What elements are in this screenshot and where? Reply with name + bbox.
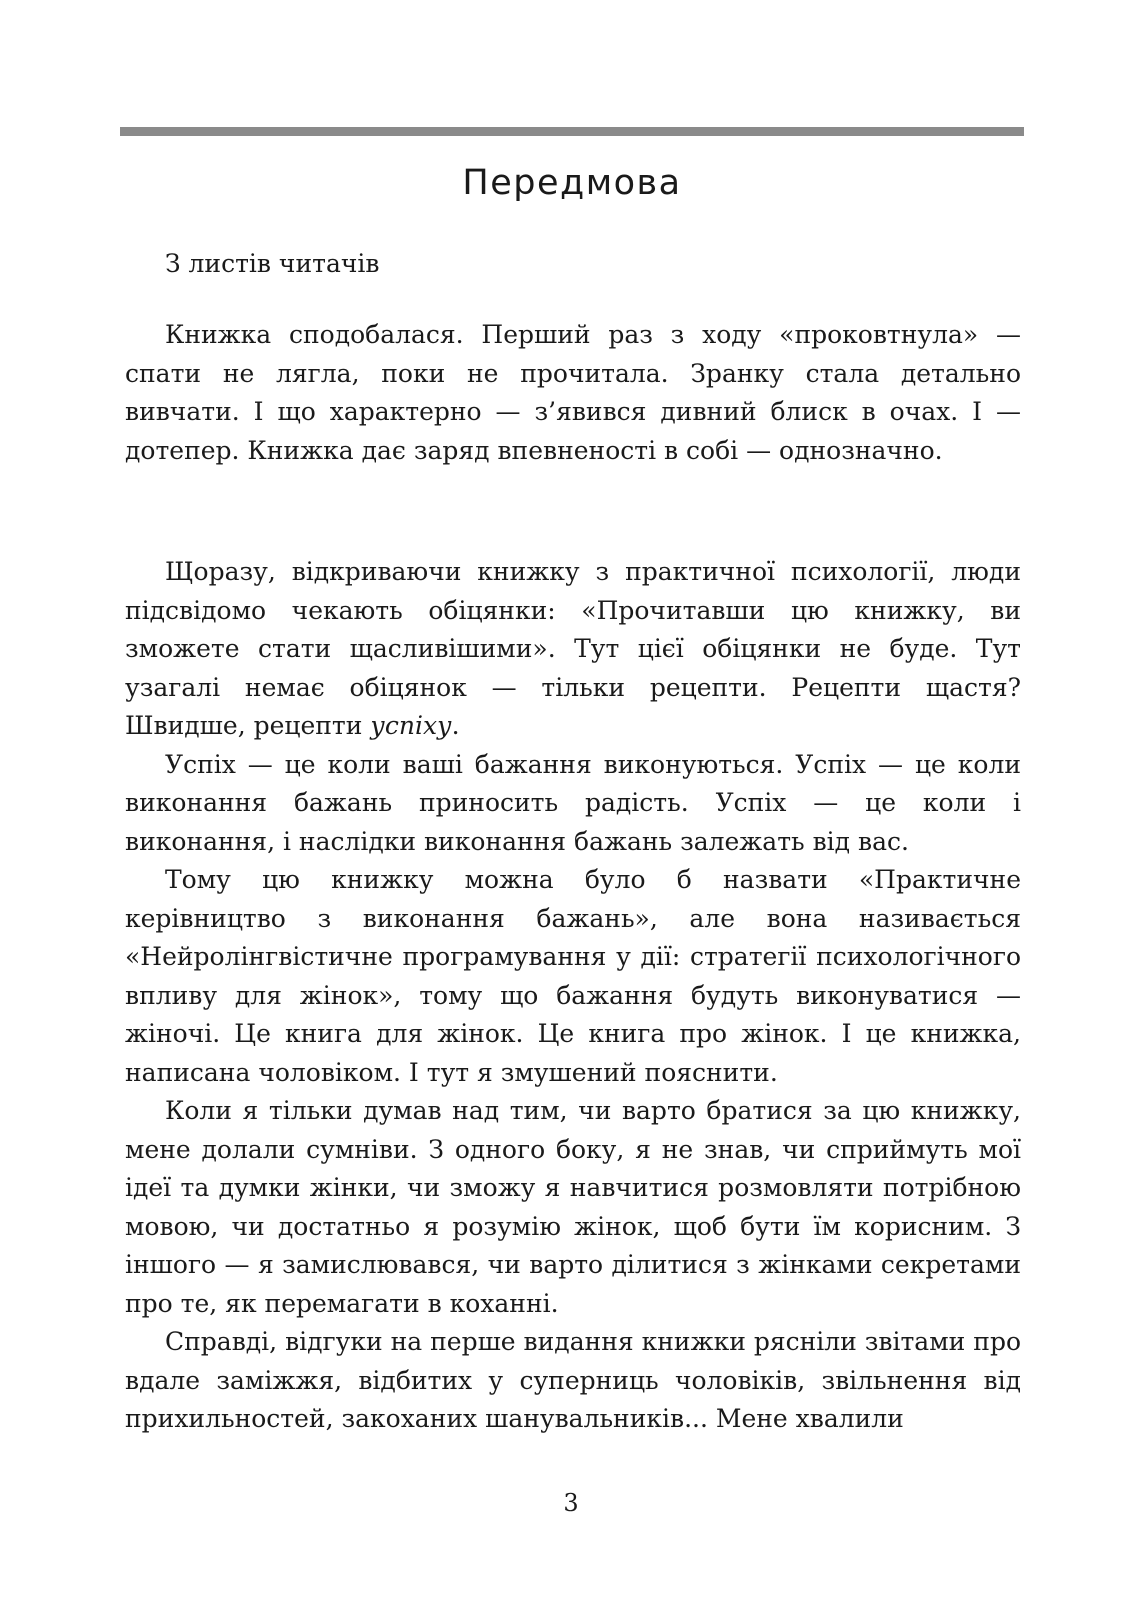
paragraph-4: Коли я тільки думав над тим, чи варто братися за цю книжку, мене долали сумніви. З одного боку, я не знав, чи сприймуть мої ідеї та думки жінки, чи зможу я навчитися розмовляти потрібною мовою, чи достатньо я розумію жінок, щоб бути їм корисним. З іншого — я замислювався, чи варто ділитися з жінками секретами про те, як перемагати в коханні. xyxy=(125,1096,1021,1318)
paragraph-5: Справді, відгуки на перше видання книжки рясніли звітами про вдале заміжжя, відбитих у суперниць чоловіків, звільнення від прихильностей, закоханих шанувальників... Мене хвалили xyxy=(125,1327,1021,1433)
paragraph-1 xyxy=(125,553,1021,746)
epigraph-text: Книжка сподобалася. Перший раз з ходу «проковтнула» — спати не лягла, поки не прочитала. Зранку стала детально вивчати. І що характерно — з’явився дивний блиск в очах. І — дотепер. Книжка дає заряд впевненості в собі — однозначно. xyxy=(125,320,1021,465)
chapter-top-rule xyxy=(120,127,1024,136)
main-text xyxy=(125,553,1021,1439)
paragraph-1-text: Щоразу, відкриваючи книжку з практичної психології, люди підсвідомо чекають обіцянки: «Прочитавши цю книжку, ви зможете стати щасливішими». Тут цієї обіцянки не буде. Тут узагалі немає обіцянок — тільки рецепти. Рецепти щастя? Швидше, рецепти xyxy=(125,557,1021,740)
chapter-title: Передмова xyxy=(462,163,682,203)
epigraph-block xyxy=(125,316,1021,470)
paragraph-2: Успіх — це коли ваші бажання виконуються. Успіх — це коли виконання бажань приносить радість. Успіх — це коли і виконання, і наслідки виконання бажань залежать від вас. xyxy=(125,749,1021,856)
paragraph-3: Тому цю книжку можна було б назвати «Практичне керівництво з виконання бажань», але вона називається «Нейролінгвістичне програмування у дії: стратегії психологічного впливу для жінок», тому що бажання будуть виконуватися — жіночі. Це книга для жінок. Це книга про жінок. І це книжка, написана чоловіком. І тут я змушений пояснити. xyxy=(125,865,1021,1087)
paragraph-1-emphasis: успіху xyxy=(370,711,452,740)
page-number: 3 xyxy=(563,1489,579,1517)
epigraph-heading: З листів читачів xyxy=(165,249,380,278)
paragraph-1-end: . xyxy=(451,711,460,740)
